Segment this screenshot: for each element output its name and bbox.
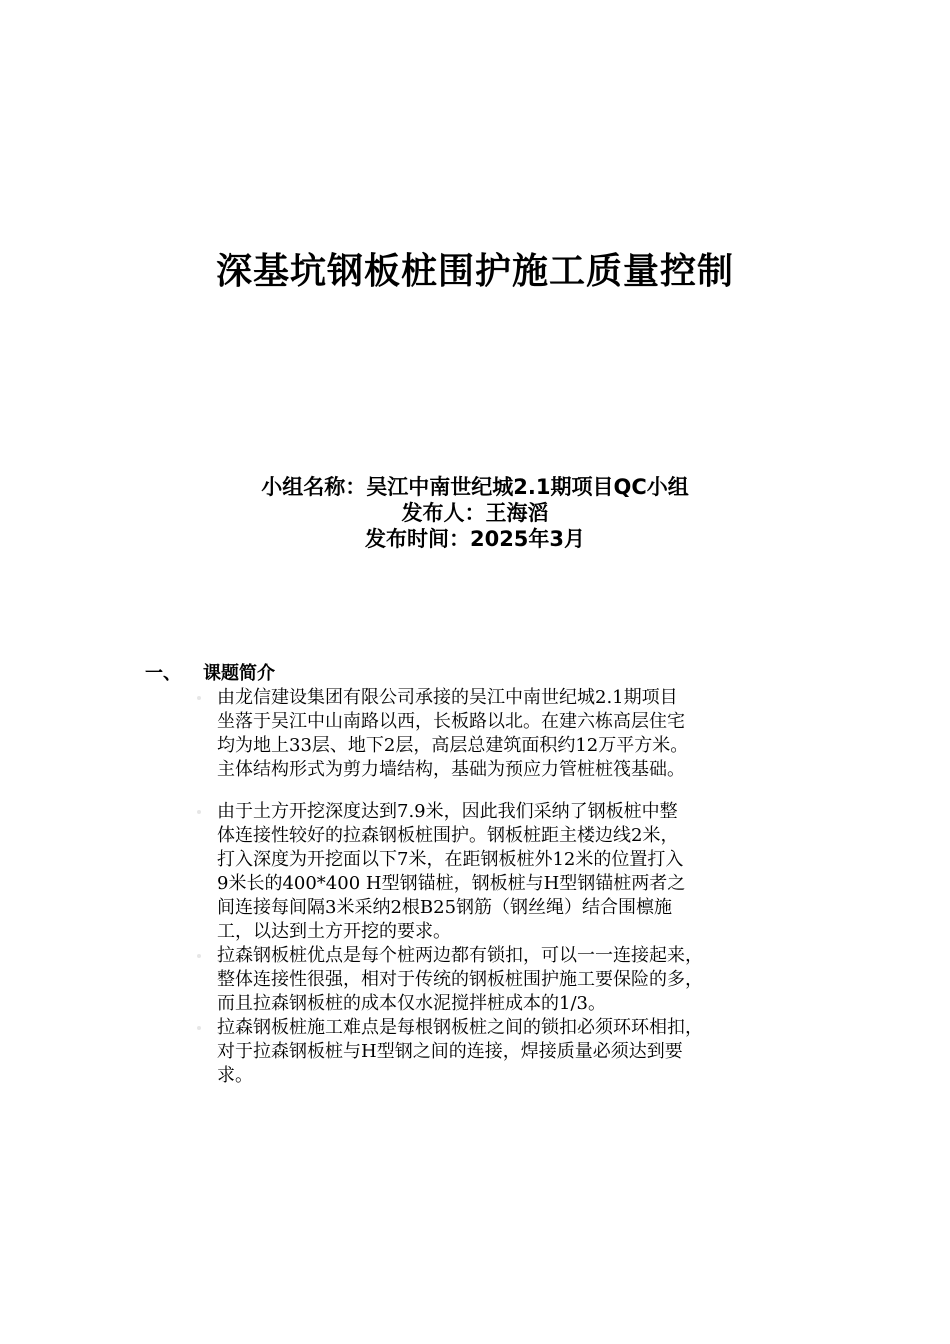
text-line: 拉森钢板桩优点是每个桩两边都有锁扣，可以一一连接起来， [217,945,703,966]
publish-date-line: 发布时间：2025年3月 [364,527,586,551]
text-line: 工，以达到土方开挖的要求。 [217,921,451,942]
paragraph-difficulties [217,1016,812,1088]
bullet-dot-icon [197,810,201,814]
text-line: 拉森钢板桩施工难点是每根钢板桩之间的锁扣必须环环相扣， [217,1017,703,1038]
text-line: 坐落于吴江中山南路以西，长板路以北。在建六栋高层住宅 [217,711,685,732]
bullet-dot-icon [197,954,201,958]
text-line: 打入深度为开挖面以下7米，在距钢板桩外12米的位置打入 [217,849,684,870]
text-line: 间连接每间隔3米采纳2根B25钢筋（钢丝绳）结合围檩施 [217,897,673,918]
publisher-line: 发布人：王海滔 [401,501,549,525]
document-title: 深基坑钢板桩围护施工质量控制 [215,250,734,292]
text-line: 主体结构形式为剪力墙结构，基础为预应力管桩桩筏基础。 [217,759,685,780]
cover-meta [0,474,950,552]
text-line: 整体连接性很强，相对于传统的钢板桩围护施工要保险的多， [217,969,703,990]
section-heading [145,662,275,686]
text-line: 由于土方开挖深度达到7.9米，因此我们采纳了钢板桩中整 [217,801,678,822]
text-line: 均为地上33层、地下2层，高层总建筑面积约12万平方米。 [217,735,689,756]
section-title: 课题简介 [203,663,275,684]
paragraph-support-method [217,800,812,944]
bullet-dot-icon [197,1026,201,1030]
text-line: 由龙信建设集团有限公司承接的吴江中南世纪城2.1期项目 [217,687,678,708]
text-line: 9米长的400*400 H型钢锚桩，钢板桩与H型钢锚桩两者之 [217,873,686,894]
text-line: 而且拉森钢板桩的成本仅水泥搅拌桩成本的1/3。 [217,993,606,1014]
paragraph-advantages [217,944,812,1016]
group-name-line: 小组名称：吴江中南世纪城2.1期项目QC小组 [261,475,689,499]
bullet-dot-icon [197,696,201,700]
section-number: 一、 [145,663,181,684]
paragraph-project-overview [217,686,812,782]
text-line: 求。 [217,1065,253,1086]
text-line: 体连接性较好的拉森钢板桩围护。钢板桩距主楼边线2米， [217,825,679,846]
text-line: 对于拉森钢板桩与H型钢之间的连接，焊接质量必须达到要 [217,1041,683,1062]
section-body [217,686,812,1088]
